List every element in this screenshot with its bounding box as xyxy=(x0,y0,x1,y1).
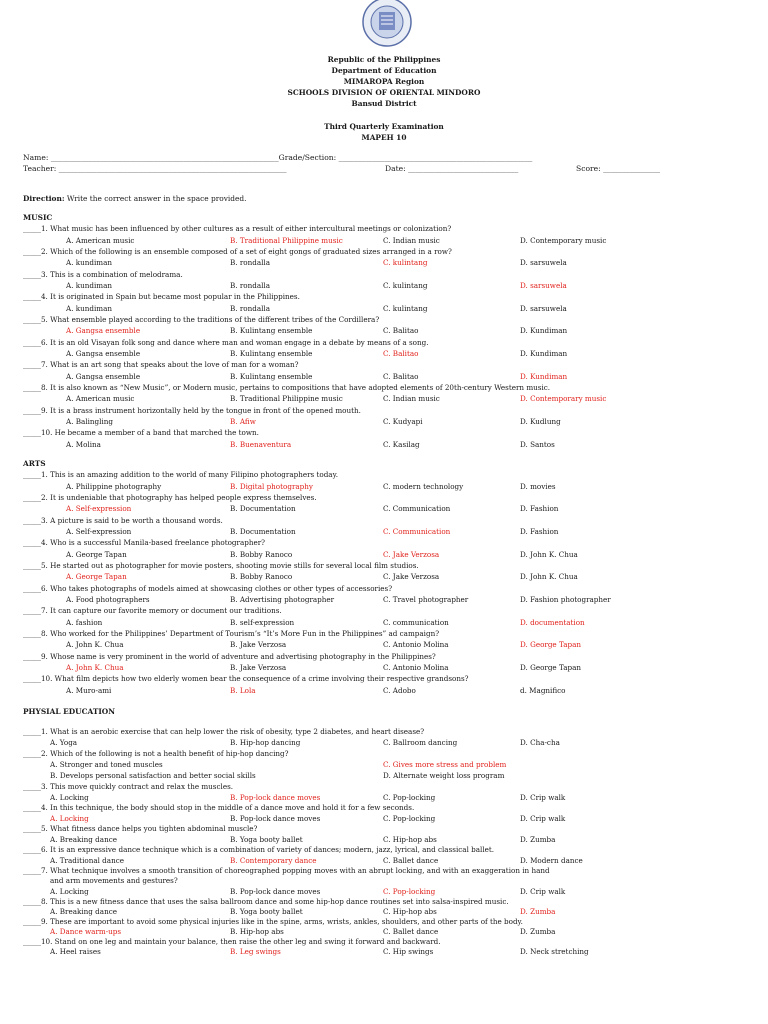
header-department: Department of Education xyxy=(331,66,437,75)
option-answer: D. George Tapan xyxy=(520,640,582,649)
option-answer: C. Jake Verzosa xyxy=(383,550,440,559)
option: A. John K. Chua xyxy=(66,640,124,649)
question-stem: _____5. What fitness dance helps you tighten abdominal muscle? xyxy=(23,824,258,833)
direction-text: Write the correct answer in the space provided. xyxy=(64,194,247,203)
section-music: MUSIC xyxy=(23,213,53,222)
question-stem: _____6. It is an old Visayan folk song and dance where man and woman engage in a debate by means of a song. xyxy=(23,338,429,347)
question-stem: _____2. It is undeniable that photography has helped people express themselves. xyxy=(23,493,317,502)
option: A. kundiman xyxy=(66,281,113,290)
option: B. Documentation xyxy=(230,504,296,513)
question-stem: _____4. Who is a successful Manila-based freelance photographer? xyxy=(23,538,265,547)
option: C. Communication xyxy=(383,504,451,513)
exam-subject: MAPEH 10 xyxy=(361,133,407,142)
option: B. Traditional Philippine music xyxy=(230,394,343,403)
option: D. Modern dance xyxy=(520,856,583,865)
option: C. kulintang xyxy=(383,304,428,313)
option-answer: B. Leg swings xyxy=(230,947,281,956)
question-stem: _____3. This is a combination of melodrama. xyxy=(23,270,183,279)
option: B. Jake Verzosa xyxy=(230,640,287,649)
option-answer: B. Traditional Philippine music xyxy=(230,236,343,245)
question-stem: _____7. What is an art song that speaks about the love of man for a woman? xyxy=(23,360,299,369)
option: B. Jake Verzosa xyxy=(230,663,287,672)
option-answer: A. John K. Chua xyxy=(66,663,124,672)
question-stem: _____9. It is a brass instrument horizontally held by the tongue in front of the opened mouth. xyxy=(23,406,361,415)
option: A. American music xyxy=(66,394,135,403)
deped-seal-logo xyxy=(337,0,437,50)
option-answer: C. Pop-locking xyxy=(383,887,436,896)
question-stem: _____8. It is also known as “New Music”, or Modern music, pertains to compositions that have adopted elements of 20th-century Western music. xyxy=(23,383,551,392)
option: A. Locking xyxy=(50,887,89,896)
option-answer: B. Pop-lock dance moves xyxy=(230,793,321,802)
option: C. Hip swings xyxy=(383,947,434,956)
question-stem: _____10. Stand on one leg and maintain your balance, then raise the other leg and swing it forward and backward. xyxy=(23,937,441,946)
option: A. Gangsa ensemble xyxy=(66,372,141,381)
option: C. Hip-hop abs xyxy=(383,835,437,844)
option: D. movies xyxy=(520,482,556,491)
option: D. Crip walk xyxy=(520,793,566,802)
option: A. Philippine photography xyxy=(66,482,162,491)
option: B. Develops personal satisfaction and better social skills xyxy=(50,771,256,780)
option-answer: C. Communication xyxy=(383,527,451,536)
question-stem: _____4. It is originated in Spain but became most popular in the Philippines. xyxy=(23,292,300,301)
option: B. Yoga booty ballet xyxy=(230,835,303,844)
question-stem: _____9. Whose name is very prominent in the world of adventure and advertising photography in the Philippines? xyxy=(23,652,436,661)
question-stem: _____6. It is an expressive dance technique which is a combination of variety of dances; modern, jazz, lyrical, and classical ballet. xyxy=(23,845,495,854)
option: A. Stronger and toned muscles xyxy=(50,760,163,769)
section-arts: ARTS xyxy=(23,459,46,468)
option: C. Antonio Molina xyxy=(383,640,449,649)
option: D. sarsuwela xyxy=(520,258,567,267)
option: C. Hip-hop abs xyxy=(383,907,437,916)
question-stem: _____8. Who worked for the Philippines’ Department of Tourism’s “It’s More Fun in the Philippines” ad campaign? xyxy=(23,629,440,638)
option: B. self-expression xyxy=(230,618,295,627)
question-stem: _____4. In this technique, the body should stop in the middle of a dance move and hold it for a few seconds. xyxy=(23,803,415,812)
option: C. kulintang xyxy=(383,281,428,290)
header-district: Bansud District xyxy=(351,99,417,108)
option: D. George Tapan xyxy=(520,663,582,672)
question-stem: _____3. A picture is said to be worth a thousand words. xyxy=(23,516,223,525)
option-answer: B. Digital photography xyxy=(230,482,313,491)
option: A. Molina xyxy=(66,440,101,449)
option: B. Documentation xyxy=(230,527,296,536)
option: D. Fashion xyxy=(520,527,559,536)
option-answer: B. Afiw xyxy=(230,417,256,426)
option: C. Travel photographer xyxy=(383,595,469,604)
option: C. Kudyapi xyxy=(383,417,423,426)
option: D. Zumba xyxy=(520,835,556,844)
option: C. Pop-locking xyxy=(383,793,436,802)
option: B. Kulintang ensemble xyxy=(230,372,313,381)
option: B. rondalla xyxy=(230,258,271,267)
score-line: Score: _______________ xyxy=(576,164,661,173)
option: D. Zumba xyxy=(520,927,556,936)
option: C. Ballet dance xyxy=(383,856,439,865)
option: D. Crip walk xyxy=(520,887,566,896)
option: B. Hip-hop dancing xyxy=(230,738,301,747)
option-answer: C. Balitao xyxy=(383,349,419,358)
option-answer: D. documentation xyxy=(520,618,585,627)
header-division: SCHOOLS DIVISION OF ORIENTAL MINDORO xyxy=(287,88,481,97)
option-answer: A. Gangsa ensemble xyxy=(66,326,141,335)
option-answer: B. Contemporary dance xyxy=(230,856,317,865)
option: A. fashion xyxy=(66,618,103,627)
option-answer: C. kulintang xyxy=(383,258,428,267)
question-stem: _____10. He became a member of a band that marched the town. xyxy=(23,428,259,437)
name-grade-line: Name: ____________________________________________________________Grade/Section: ___________________________________________________ xyxy=(23,153,533,162)
option: D. sarsuwela xyxy=(520,304,567,313)
option: A. Balingling xyxy=(66,417,113,426)
option: B. Yoga booty ballet xyxy=(230,907,303,916)
option: D. Cha-cha xyxy=(520,738,560,747)
teacher-line: Teacher: ____________________________________________________________ xyxy=(23,164,287,173)
option: C. Kasilag xyxy=(383,440,420,449)
question-stem: _____8. This is a new fitness dance that uses the salsa ballroom dance and some hip-hop dance routines set into salsa-inspired music. xyxy=(23,897,509,906)
option: B. Hip-hop abs xyxy=(230,927,284,936)
option: D. Fashion xyxy=(520,504,559,513)
option-answer: A. Dance warm-ups xyxy=(50,927,122,936)
option: D. Alternate weight loss program xyxy=(383,771,505,780)
option: C. Indian music xyxy=(383,236,440,245)
option-answer: A. Self-expression xyxy=(66,504,132,513)
date-line: Date: _____________________________ xyxy=(385,164,519,173)
option-answer: D. Contemporary music xyxy=(520,394,607,403)
option: B. Pop-lock dance moves xyxy=(230,887,321,896)
option: D. Kudlung xyxy=(520,417,561,426)
option: B. Kulintang ensemble xyxy=(230,326,313,335)
question-stem: _____1. What music has been influenced by other cultures as a result of either intercultural meetings or colonization? xyxy=(23,224,452,233)
option: D. Contemporary music xyxy=(520,236,607,245)
option: C. Antonio Molina xyxy=(383,663,449,672)
option: A. Muro-ami xyxy=(66,686,112,695)
option: B. Pop-lock dance moves xyxy=(230,814,321,823)
option: C. Adobo xyxy=(383,686,416,695)
option-answer: C. Gives more stress and problem xyxy=(383,760,507,769)
option: B. Advertising photographer xyxy=(230,595,335,604)
direction xyxy=(23,194,246,203)
option: A. kundiman xyxy=(66,304,113,313)
option: C. Indian music xyxy=(383,394,440,403)
option: A. Gangsa ensemble xyxy=(66,349,141,358)
option: C. Jake Verzosa xyxy=(383,572,440,581)
question-stem-continued: and arm movements and gestures? xyxy=(50,876,178,885)
option: C. Balitao xyxy=(383,372,419,381)
question-stem: _____7. It can capture our favorite memory or document our traditions. xyxy=(23,606,282,615)
option: B. Bobby Ranoco xyxy=(230,572,293,581)
option: C. communication xyxy=(383,618,449,627)
section-physical-education: PHYSIAL EDUCATION xyxy=(23,707,115,716)
question-stem: _____9. These are important to avoid some physical injuries like in the spine, arms, wrists, ankles, shoulders, and other parts of the body. xyxy=(23,917,523,926)
option: C. Ballet dance xyxy=(383,927,439,936)
option: A. George Tapan xyxy=(66,550,127,559)
option-answer: B. Lola xyxy=(230,686,256,695)
option: A. kundiman xyxy=(66,258,113,267)
question-stem: _____5. He started out as photographer for movie posters, shooting movie stills for several local film studios. xyxy=(23,561,419,570)
option: A. Breaking dance xyxy=(50,907,117,916)
option: A. Locking xyxy=(50,793,89,802)
option: D. Kundiman xyxy=(520,349,568,358)
option: d. Magnifico xyxy=(520,686,566,695)
option-answer: B. Buenaventura xyxy=(230,440,292,449)
option: C. Balitao xyxy=(383,326,419,335)
question-stem: _____7. What technique involves a smooth transition of choreographed popping moves with an abrupt locking, and with an exaggeration in hand xyxy=(23,866,550,875)
option: B. rondalla xyxy=(230,281,271,290)
option: D. John K. Chua xyxy=(520,550,578,559)
header-region: MIMAROPA Region xyxy=(343,77,425,86)
option: A. Food photographers xyxy=(66,595,150,604)
option: A. Traditional dance xyxy=(50,856,124,865)
question-stem: _____1. This is an amazing addition to the world of many Filipino photographers today. xyxy=(23,470,338,479)
option: D. Fashion photographer xyxy=(520,595,611,604)
option: D. Crip walk xyxy=(520,814,566,823)
option: A. Yoga xyxy=(50,738,78,747)
question-stem: _____6. Who takes photographs of models aimed at showcasing clothes or other types of accessories? xyxy=(23,584,393,593)
option: D. Santos xyxy=(520,440,555,449)
option: C. Ballroom dancing xyxy=(383,738,458,747)
option-answer: A. Locking xyxy=(50,814,89,823)
option: A. Heel raises xyxy=(50,947,101,956)
option: B. rondalla xyxy=(230,304,271,313)
header-republic: Republic of the Philippines xyxy=(327,55,441,64)
question-stem: _____3. This move quickly contract and relax the muscles. xyxy=(23,782,234,791)
question-stem: _____2. Which of the following is not a health benefit of hip-hop dancing? xyxy=(23,749,289,758)
direction-label: Direction: xyxy=(23,194,65,203)
option: D. Kundiman xyxy=(520,326,568,335)
option: A. Breaking dance xyxy=(50,835,117,844)
option: A. American music xyxy=(66,236,135,245)
question-stem: _____10. What film depicts how two elderly women bear the consequence of a crime involving their respective grandsons? xyxy=(23,674,469,683)
option-answer: A. George Tapan xyxy=(66,572,127,581)
option: D. John K. Chua xyxy=(520,572,578,581)
question-stem: _____2. Which of the following is an ensemble composed of a set of eight gongs of graduated sizes arranged in a row? xyxy=(23,247,452,256)
option: C. modern technology xyxy=(383,482,464,491)
question-stem: _____5. What ensemble played according to the traditions of the different tribes of the Cordillera? xyxy=(23,315,380,324)
option: D. Neck stretching xyxy=(520,947,589,956)
option: B. Kulintang ensemble xyxy=(230,349,313,358)
option: B. Bobby Ranoco xyxy=(230,550,293,559)
option-answer: D. sarsuwela xyxy=(520,281,567,290)
option-answer: D. Zumba xyxy=(520,907,556,916)
exam-title: Third Quarterly Examination xyxy=(324,122,444,131)
option-answer: D. Kundiman xyxy=(520,372,568,381)
option: C. Pop-locking xyxy=(383,814,436,823)
option: A. Self-expression xyxy=(66,527,132,536)
question-stem: _____1. What is an aerobic exercise that can help lower the risk of obesity, type 2 diabetes, and heart disease? xyxy=(23,727,425,736)
